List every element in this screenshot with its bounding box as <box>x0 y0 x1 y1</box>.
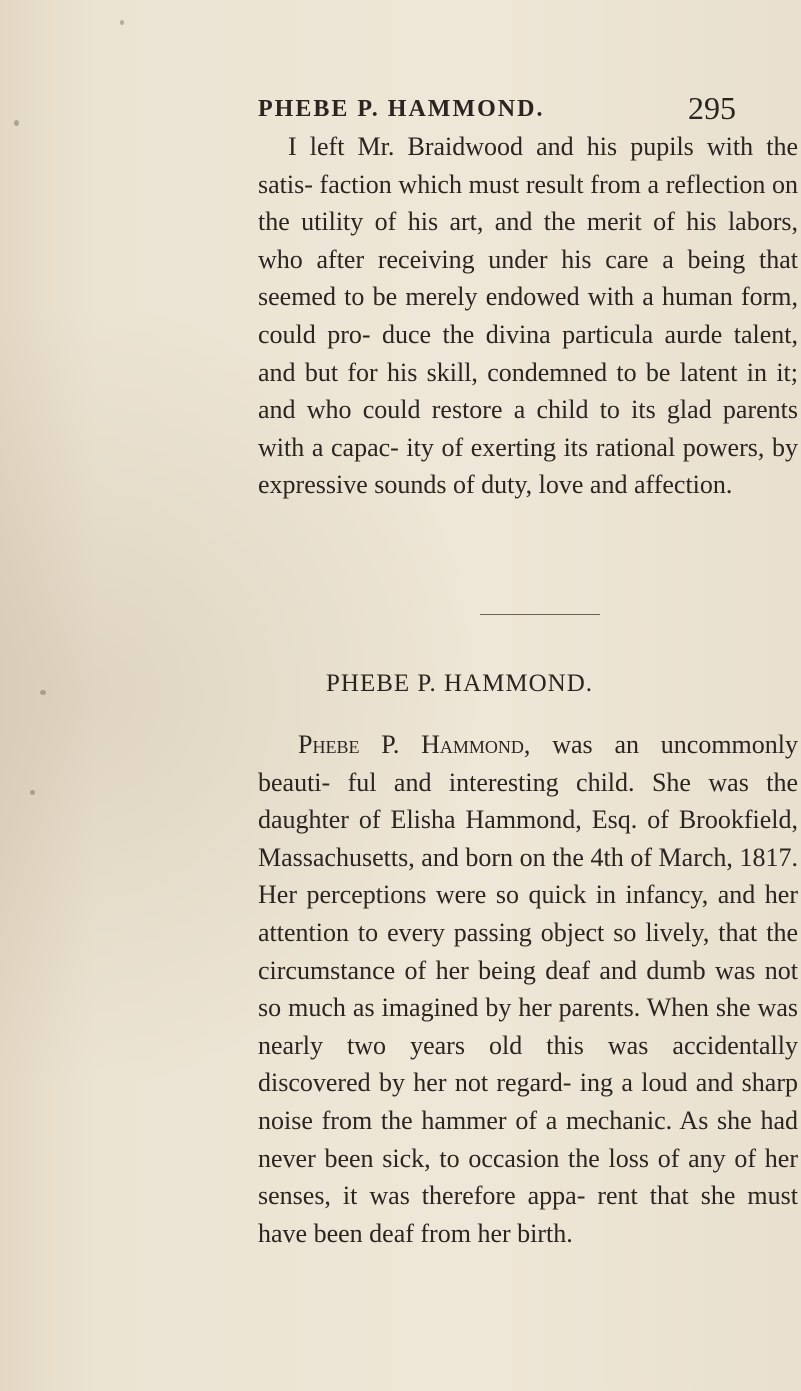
name-lead: Phebe P. Hammond, <box>298 730 531 759</box>
page-number: 295 <box>688 90 736 126</box>
paragraph-phebe-body: was an uncommonly beauti- ful and interesting child. She was the daughter of Elisha Hammond, Esq. of Brookfield, Massachusetts, and born on the 4th of March, 1817. Her perceptions were so quick in infancy, and her attention to every passing object so lively, that the circumstance of her being deaf and dumb was not so much as imagined by her parents. When she was nearly two years old this was accidentally discovered by her not regard- ing a loud and sharp noise from the hammer of a mechanic. As she had never been sick, to occasion the loss of any of her senses, it was therefore appa- rent that she must have been deaf from her birth. <box>258 730 798 1248</box>
running-head: PHEBE P. HAMMOND. <box>258 96 545 122</box>
paragraph-braidwood: I left Mr. Braidwood and his pupils with the satis- faction which must result from a reflection on the utility of his art, and the merit of his labors, who after receiving under his care a being that seemed to be merely endowed with a human form, could pro- duce the divina particula aurde talent, and but for his skill, condemned to be latent in it; and who could restore a child to its glad parents with a capac- ity of exerting its rational powers, by expressive sounds of duty, love and affection. <box>258 132 798 500</box>
section-divider <box>480 614 600 615</box>
section-title: PHEBE P. HAMMOND. <box>326 670 594 697</box>
paragraph-phebe <box>258 726 798 1252</box>
